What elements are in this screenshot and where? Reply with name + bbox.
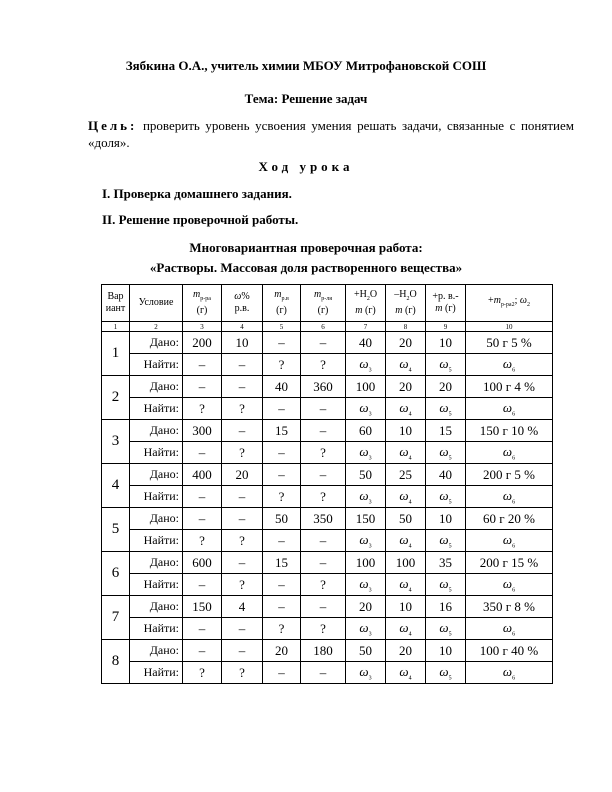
table-cell: – <box>301 662 346 684</box>
table-cell: $\omega_4$ <box>386 662 426 684</box>
table-cell: 40 <box>346 332 386 354</box>
author-line: Зябкина О.А., учитель химии МБОУ Митрофановской СОШ <box>125 58 487 73</box>
table-cell: – <box>222 354 263 376</box>
table-cell: 50 <box>386 508 426 530</box>
table-cell: – <box>263 464 301 486</box>
table-cell: – <box>183 442 222 464</box>
header-solvent-mass: $m_{р-ля}$ (г) <box>301 285 346 322</box>
table-cell: $\omega_4$ <box>386 530 426 552</box>
table-cell: – <box>263 574 301 596</box>
table-row <box>102 398 553 420</box>
table-cell: – <box>263 398 301 420</box>
table-cell: 20 <box>386 376 426 398</box>
table-cell: ? <box>301 442 346 464</box>
table-cell: $\omega_5$ <box>426 398 466 420</box>
table-cell: ? <box>222 530 263 552</box>
table-cell: $\omega_5$ <box>426 662 466 684</box>
table-row <box>102 640 553 662</box>
header-add-water: $+H_2O$ m (г) <box>346 285 386 322</box>
given-label: Дано: <box>130 464 183 486</box>
table-row <box>102 530 553 552</box>
header-mass-fraction: ω% р.в. <box>222 285 263 322</box>
table-cell: 20 <box>346 596 386 618</box>
table-cell: 10 <box>426 508 466 530</box>
table-cell: $\omega_3$ <box>346 618 386 640</box>
table-row <box>102 332 553 354</box>
table-row <box>102 574 553 596</box>
table-row <box>102 596 553 618</box>
table-cell: – <box>183 618 222 640</box>
table-cell: – <box>301 420 346 442</box>
table-cell: 60 <box>346 420 386 442</box>
table-cell: – <box>222 618 263 640</box>
table-cell: 20 <box>426 376 466 398</box>
table-cell: – <box>222 376 263 398</box>
table-cell: 50 г 5 % <box>466 332 553 354</box>
given-label: Дано: <box>130 552 183 574</box>
table-cell: 600 <box>183 552 222 574</box>
table-cell: ? <box>183 398 222 420</box>
table-cell: – <box>263 530 301 552</box>
table-cell: ? <box>183 530 222 552</box>
find-label: Найти: <box>130 486 183 508</box>
column-number: 10 <box>466 322 553 332</box>
header-add-solute: +р. в.- m (г) <box>426 285 466 322</box>
table-cell: 100 г 40 % <box>466 640 553 662</box>
table-cell: 150 <box>346 508 386 530</box>
table-subtitle: «Растворы. Массовая доля растворенного вещества» <box>149 260 463 275</box>
given-label: Дано: <box>130 508 183 530</box>
column-number: 4 <box>222 322 263 332</box>
table-row <box>102 354 553 376</box>
course-title: Ход урока <box>258 159 354 174</box>
variant-number: 7 <box>102 596 130 640</box>
table-cell: ? <box>222 398 263 420</box>
table-cell: – <box>301 464 346 486</box>
table-cell: – <box>301 552 346 574</box>
table-cell: ? <box>263 618 301 640</box>
table-cell: 15 <box>263 552 301 574</box>
table-cell: 200 г 5 % <box>466 464 553 486</box>
table-cell: $\omega_5$ <box>426 574 466 596</box>
table-cell: ? <box>222 442 263 464</box>
table-cell: 150 г 10 % <box>466 420 553 442</box>
header-add-solution: $+m_{р-ра2}$; $\omega_2$ <box>466 285 553 322</box>
section-homework: I. Проверка домашнего задания. <box>102 186 292 201</box>
variant-number: 5 <box>102 508 130 552</box>
table-cell: – <box>183 640 222 662</box>
table-cell: 200 г 15 % <box>466 552 553 574</box>
table-cell: – <box>183 508 222 530</box>
table-cell: 10 <box>222 332 263 354</box>
table-cell: ? <box>222 574 263 596</box>
table-cell: 15 <box>263 420 301 442</box>
table-cell: ? <box>301 486 346 508</box>
table-row <box>102 486 553 508</box>
table-row <box>102 662 553 684</box>
table-cell: 10 <box>386 596 426 618</box>
table-cell: 15 <box>426 420 466 442</box>
header-variant: Вар иант <box>102 285 130 322</box>
table-cell: $\omega_6$ <box>466 486 553 508</box>
table-cell: 25 <box>386 464 426 486</box>
table-cell: $\omega_4$ <box>386 442 426 464</box>
table-cell: 20 <box>263 640 301 662</box>
given-label: Дано: <box>130 332 183 354</box>
table-cell: 60 г 20 % <box>466 508 553 530</box>
table-cell: 100 <box>386 552 426 574</box>
variant-number: 4 <box>102 464 130 508</box>
topic-line: Тема: Решение задач <box>244 91 368 106</box>
table-cell: 40 <box>426 464 466 486</box>
table-cell: $\omega_6$ <box>466 618 553 640</box>
goal-paragraph <box>88 117 574 151</box>
table-cell: ? <box>263 354 301 376</box>
given-label: Дано: <box>130 420 183 442</box>
table-cell: ? <box>263 486 301 508</box>
table-cell: $\omega_4$ <box>386 486 426 508</box>
table-cell: – <box>301 398 346 420</box>
table-cell: $\omega_5$ <box>426 354 466 376</box>
table-cell: 150 <box>183 596 222 618</box>
header-solute-mass: $m_{р.в}$ (г) <box>263 285 301 322</box>
test-table <box>101 284 553 684</box>
table-cell: 350 г 8 % <box>466 596 553 618</box>
table-cell: $\omega_5$ <box>426 618 466 640</box>
table-cell: – <box>222 508 263 530</box>
table-row <box>102 508 553 530</box>
table-row <box>102 420 553 442</box>
goal-label: Цель: <box>88 118 138 133</box>
table-cell: – <box>183 354 222 376</box>
table-cell: $\omega_6$ <box>466 574 553 596</box>
goal-text: проверить уровень усвоения умения решать задачи, связанные с понятием «доля». <box>88 118 574 150</box>
table-row <box>102 464 553 486</box>
table-body <box>102 332 553 684</box>
table-cell: – <box>301 332 346 354</box>
given-label: Дано: <box>130 640 183 662</box>
header-condition: Условие <box>130 285 183 322</box>
table-cell: 50 <box>263 508 301 530</box>
table-cell: $\omega_4$ <box>386 354 426 376</box>
table-cell: $\omega_3$ <box>346 530 386 552</box>
table-cell: 10 <box>386 420 426 442</box>
table-row <box>102 552 553 574</box>
table-cell: $\omega_5$ <box>426 486 466 508</box>
column-number: 6 <box>301 322 346 332</box>
table-cell: – <box>263 662 301 684</box>
table-cell: – <box>263 596 301 618</box>
table-cell: – <box>222 486 263 508</box>
table-cell: – <box>222 420 263 442</box>
table-cell: 100 г 4 % <box>466 376 553 398</box>
table-cell: $\omega_6$ <box>466 398 553 420</box>
table-cell: $\omega_4$ <box>386 618 426 640</box>
table-cell: 350 <box>301 508 346 530</box>
table-cell: $\omega_5$ <box>426 530 466 552</box>
find-label: Найти: <box>130 618 183 640</box>
table-cell: $\omega_6$ <box>466 530 553 552</box>
section-test: II. Решение проверочной работы. <box>102 212 299 227</box>
find-label: Найти: <box>130 574 183 596</box>
variant-number: 8 <box>102 640 130 684</box>
table-cell: ? <box>301 574 346 596</box>
table-row <box>102 376 553 398</box>
column-number: 3 <box>183 322 222 332</box>
table-cell: ? <box>222 662 263 684</box>
table-cell: – <box>183 376 222 398</box>
table-cell: ? <box>183 662 222 684</box>
table-cell: $\omega_3$ <box>346 398 386 420</box>
table-cell: $\omega_6$ <box>466 442 553 464</box>
table-cell: 40 <box>263 376 301 398</box>
table-cell: $\omega_3$ <box>346 574 386 596</box>
table-cell: 100 <box>346 552 386 574</box>
table-cell: 16 <box>426 596 466 618</box>
table-cell: $\omega_4$ <box>386 574 426 596</box>
table-cell: $\omega_3$ <box>346 662 386 684</box>
table-title: Многовариантная проверочная работа: <box>189 240 423 255</box>
table-cell: – <box>222 552 263 574</box>
table-cell: 35 <box>426 552 466 574</box>
variant-number: 6 <box>102 552 130 596</box>
table-cell: – <box>263 332 301 354</box>
table-cell: 20 <box>386 640 426 662</box>
given-label: Дано: <box>130 596 183 618</box>
find-label: Найти: <box>130 354 183 376</box>
table-cell: 300 <box>183 420 222 442</box>
variant-number: 1 <box>102 332 130 376</box>
header-solution-mass: $m_{р-ра}$ (г) <box>183 285 222 322</box>
column-number: 8 <box>386 322 426 332</box>
table-cell: 180 <box>301 640 346 662</box>
table-row <box>102 442 553 464</box>
variant-number: 3 <box>102 420 130 464</box>
table-cell: $\omega_3$ <box>346 486 386 508</box>
column-number: 5 <box>263 322 301 332</box>
table-cell: 50 <box>346 464 386 486</box>
column-number: 2 <box>130 322 183 332</box>
table-cell: 20 <box>222 464 263 486</box>
table-cell: 400 <box>183 464 222 486</box>
table-cell: 360 <box>301 376 346 398</box>
find-label: Найти: <box>130 530 183 552</box>
header-remove-water: $-H_2O$ m (г) <box>386 285 426 322</box>
table-row <box>102 618 553 640</box>
table-cell: 10 <box>426 640 466 662</box>
table-cell: 20 <box>386 332 426 354</box>
table-cell: – <box>183 486 222 508</box>
table-cell: $\omega_5$ <box>426 442 466 464</box>
table-cell: ? <box>301 618 346 640</box>
table-cell: $\omega_6$ <box>466 354 553 376</box>
table-cell: – <box>222 640 263 662</box>
variant-number: 2 <box>102 376 130 420</box>
table-cell: 200 <box>183 332 222 354</box>
table-cell: $\omega_3$ <box>346 354 386 376</box>
table-cell: – <box>301 530 346 552</box>
table-cell: $\omega_4$ <box>386 398 426 420</box>
column-number: 7 <box>346 322 386 332</box>
column-number-row <box>102 322 553 332</box>
column-number: 9 <box>426 322 466 332</box>
find-label: Найти: <box>130 442 183 464</box>
table-cell: 10 <box>426 332 466 354</box>
table-cell: ? <box>301 354 346 376</box>
given-label: Дано: <box>130 376 183 398</box>
table-cell: $\omega_3$ <box>346 442 386 464</box>
table-cell: – <box>183 574 222 596</box>
table-cell: – <box>263 442 301 464</box>
table-cell: 4 <box>222 596 263 618</box>
find-label: Найти: <box>130 662 183 684</box>
table-cell: – <box>301 596 346 618</box>
find-label: Найти: <box>130 398 183 420</box>
column-number: 1 <box>102 322 130 332</box>
table-cell: 50 <box>346 640 386 662</box>
table-cell: 100 <box>346 376 386 398</box>
table-cell: $\omega_6$ <box>466 662 553 684</box>
